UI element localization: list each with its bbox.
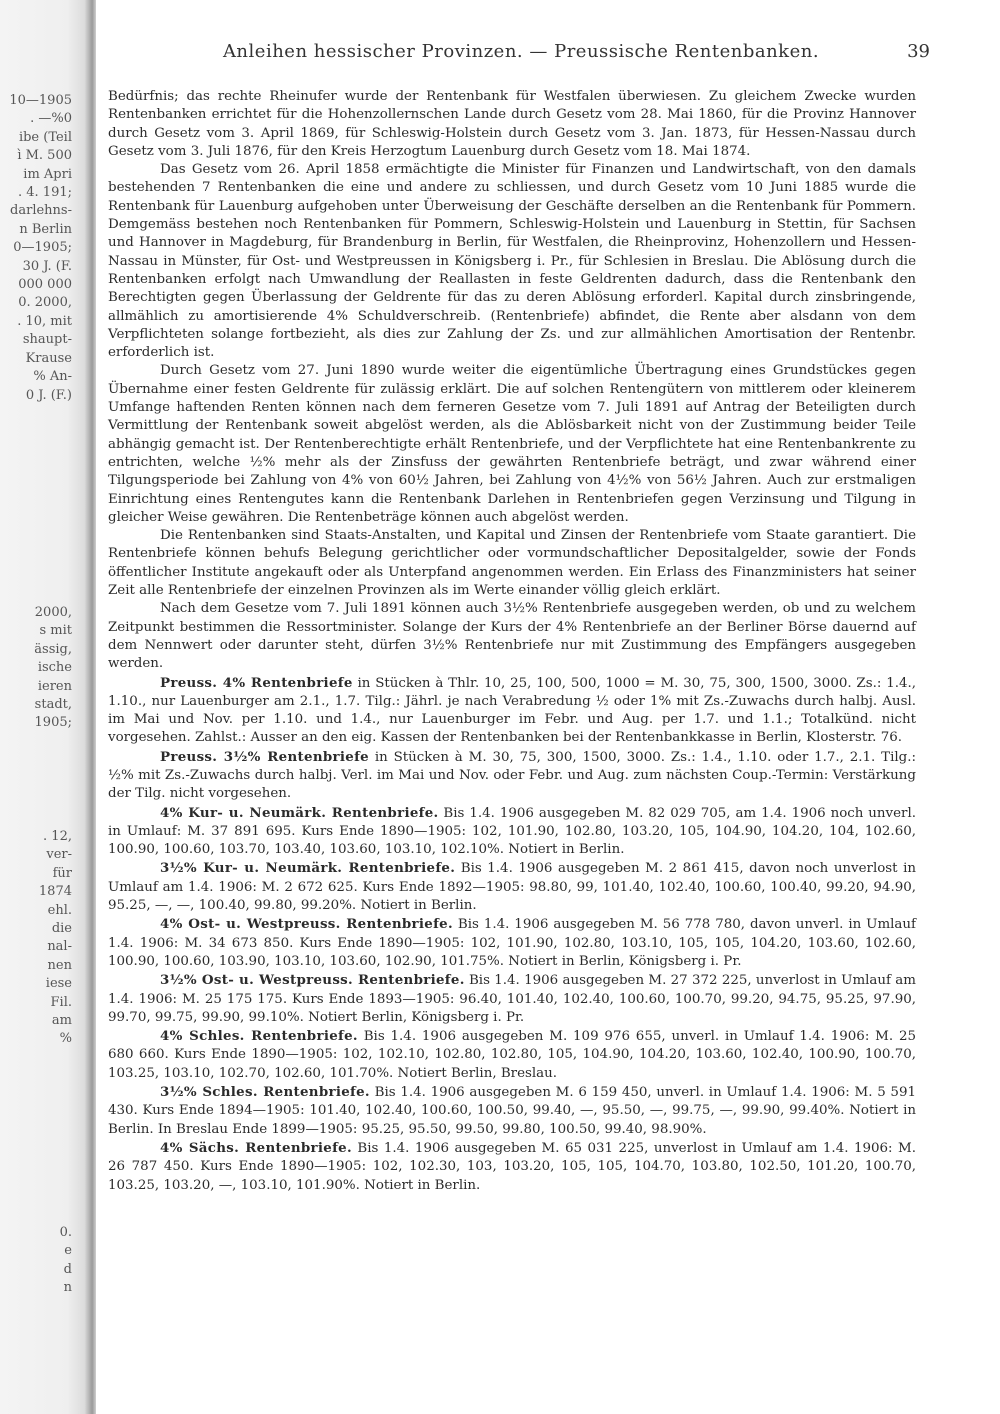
margin-fragment-line: ibe (Teil [18, 129, 72, 145]
margin-fragment-line: n Berlin [19, 221, 72, 237]
margin-fragment-line: iese [45, 976, 72, 992]
entry-text: Bis 1.4. 1906 ausgegeben M. 6 159 450, unverl. in Umlauf 1.4. 1906: M. 5 591 430. Kurs Ende 1894—1905: 101.40, 102.40, 100.60, 100.50, 99.40, —, 95.50, —, 99.75, —, 99.90, 99.40%. Notiert in Berlin. In Breslau Ende 1899—1905: 95.25, 95.50, 99.50, 99.80, 100.50, 99.40, 98.90%. [108, 1085, 916, 1137]
margin-fragment-line: darlehns- [10, 203, 72, 219]
margin-fragment-line: ehl. [47, 902, 72, 918]
margin-fragment-line: 1905; [34, 715, 72, 731]
bond-entry [108, 1139, 916, 1195]
entry-text: Bis 1.4. 1906 ausgegeben M. 82 029 705, am 1.4. 1906 noch unverl. in Umlauf: M. 37 891 695. Kurs Ende 1890—1905: 102, 101.90, 102.80, 103.20, 105, 104.90, 104.20, 104, 102.60, 100.90, 100.60, 103.70, 103.40, 103.60, 103.10, 102.10%. Notiert in Berlin. [108, 805, 916, 858]
entry-title: 4% Schles. Rentenbriefe. [160, 1028, 358, 1045]
margin-fragment-line: 1874 [38, 884, 72, 900]
margin-fragment-line: ässig, [34, 641, 72, 657]
bond-entry [108, 674, 916, 748]
margin-fragment-line: nen [47, 957, 72, 973]
margin-fragment-line: 000 000 [18, 277, 72, 293]
page-number: 39 [907, 41, 930, 62]
margin-fragment-line: für [52, 865, 72, 881]
margin-fragment-line: shaupt- [22, 332, 72, 348]
page-header [112, 41, 930, 65]
entry-title: 3½% Kur- u. Neumärk. Rentenbriefe. [160, 860, 456, 877]
paragraph: Durch Gesetz vom 27. Juni 1890 wurde weiter die eigentümliche Übertragung eines Grundstückes gegen Übernahme einer festen Geldrente für zulässig erklärt. Die auf solchen Rentengütern von mittlerem oder kleinerem Umfange haftenden Renten können nach dem ferneren Gesetze vom 7. Juli 1891 auf Antrag der Beteiligten durch Vermittlung der Rentenbank soweit abgelöst werden, als die Ablösbarkeit nicht von der Zustimmung beider Teile abhängig gemacht ist. Der Rentenberechtigte erhält Rentenbriefe, und der Verpflichtete hat eine Rentenbankrente zu entrichten, welche ½% mehr als der Zinsfuss der gewährten Rentenbriefe beträgt, und zwar während einer Tilgungsperiode bei Zahlung von 4% von 60½ Jahren, bei Zahlung von 4½% von 56½ Jahren. Auch zur erstmaligen Einrichtung eines Rentengutes kann die Rentenbank Darlehen in Rentenbriefen gegen Verzinsung und Tilgung in gleicher Weise gewähren. Die Rentenbeträge können auch abgelöst werden. [108, 363, 916, 525]
entry-text: in Stücken à Thlr. 10, 25, 100, 500, 1000 = M. 30, 75, 300, 1500, 3000. Zs.: 1.4., 1.10., nur Lauenburger am 2.1., 1.7. Tilg.: Jährl. je nach Verabredung ½ oder 1% mit Zs.-Zuwachs durch halbj. Ausl. im Mai und Nov. per 1.10. und 1.4., nur Lauenburger im Febr. und Aug. per 1.7. und 1.1.; Totalkünd. nicht vorgesehen. Zahlst.: Ausser an den eig. Kassen der Rentenbanken bei der Rentenbankkasse in Berlin, Klosterstr. 76. [108, 675, 917, 746]
margin-fragment-line: 0—1905; [13, 240, 72, 256]
entry-text: Bis 1.4. 1906 ausgegeben M. 56 778 780, davon unverl. in Umlauf 1.4. 1906: M. 34 673 850. Kurs Ende 1890—1905: 102, 101.90, 102.80, 103.10, 105, 105, 104.20, 103.60, 102.60, 100.90, 100.60, 103.90, 103.10, 103.60, 102.90, 101.75%. Notiert in Berlin, Königsberg i. Pr. [108, 917, 916, 969]
margin-fragment-line: . —%0 [30, 111, 72, 127]
paragraph: Nach dem Gesetze vom 7. Juli 1891 können auch 3½% Rentenbriefe ausgegeben werden, ob und zu welchem Zeitpunkt bestimmen die Ressortminister. Solange der Kurs der 4% Rentenbriefe an der Berliner Börse dauernd auf dem Nennwert oder darunter steht, dürfen 3½% Rentenbriefe nur mit Zustimmung des Empfängers ausgegeben werden. [108, 601, 916, 672]
margin-fragment-line: ì M. 500 [17, 148, 72, 164]
paragraph: Die Rentenbanken sind Staats-Anstalten, und Kapital und Zinsen der Rentenbriefe vom Staate garantiert. Die Rentenbriefe können behufs Belegung gerichtlicher oder vormundschaftlicher Depositalgelder, sowie der Fonds öffentlicher Institute angekauft oder als Unterpfand angenommen werden. Ein Erlass des Finanzministers hat seiner Zeit alle Rentenbriefe der einzelnen Provinzen als im Werte einander völlig gleich erklärt. [108, 528, 916, 599]
entry-text: Bis 1.4. 1906 ausgegeben M. 109 976 655, unverl. in Umlauf 1.4. 1906: M. 25 680 660. Kurs Ende 1890—1905: 102, 102.10, 102.80, 102.80, 105, 104.90, 104.20, 103.60, 102.40, 100.90, 100.70, 103.25, 103.10, 102.70, 102.60, 101.70%. Notiert Berlin, Breslau. [108, 1029, 916, 1081]
margin-fragment-line: 0. 2000, [18, 295, 72, 311]
running-title: Anleihen hessischer Provinzen. — Preussische Rentenbanken. [222, 41, 820, 62]
margin-fragment-line: d [63, 1261, 72, 1277]
entry-text: Bis 1.4. 1906 ausgegeben M. 2 861 415, davon noch unverlost in Umlauf am 1.4. 1906: M. 2 672 625. Kurs Ende 1892—1905: 98.80, 99, 101.40, 102.40, 100.60, 100.40, 99.20, 94.90, 95.25, —, —, 100.40, 99.80, 99.20%. Notiert in Berlin. [108, 861, 916, 914]
margin-fragment-line: 10—1905 [9, 93, 72, 108]
entry-title: Preuss. 4% Rentenbriefe [160, 674, 353, 691]
margin-fragment-line: n [63, 1280, 72, 1296]
entry-title: 4% Kur- u. Neumärk. Rentenbriefe. [160, 804, 439, 821]
margin-fragment-line: 2000, [34, 605, 72, 620]
bond-entry [108, 859, 916, 915]
margin-fragment-line: ver- [46, 847, 72, 863]
margin-fragment-line: 0 J. (F.) [25, 387, 72, 403]
margin-fragment-line: % [59, 1031, 72, 1047]
page-body [108, 88, 916, 1195]
margin-fragment-middle [0, 604, 72, 733]
bond-entry [108, 804, 916, 860]
paragraph: Bedürfnis; das rechte Rheinufer wurde der Rentenbank für Westfalen überwiesen. Zu gleichem Zwecke wurden Rentenbanken errichtet für die Hohenzollernschen Lande durch Gesetz vom 28. Mai 1860, für die Provinz Hannover durch Gesetz vom 3. April 1869, für Schleswig-Holstein durch Gesetz vom 3. Jan. 1873, für Hessen-Nassau durch Gesetz vom 3. Juli 1876, für den Kreis Herzogtum Lauenburg durch Gesetz vom 18. Mai 1874. [108, 89, 916, 159]
entry-text: Bis 1.4. 1906 ausgegeben M. 27 372 225, unverlost in Umlauf am 1.4. 1906: M. 25 175 175. Kurs Ende 1893—1905: 96.40, 101.40, 102.40, 100.60, 100.70, 99.20, 94.75, 95.25, 97.90, 99.70, 99.75, 99.90, 99.10%. Notiert Berlin, Königsberg i. Pr. [108, 973, 916, 1025]
margin-fragment-line: am [51, 1013, 72, 1029]
bond-entry [108, 971, 916, 1027]
margin-fragment-line: . 4. 191; [18, 185, 72, 201]
entry-title: 3½% Schles. Rentenbriefe. [160, 1084, 370, 1101]
margin-fragment-top [0, 92, 72, 405]
entry-text: in Stücken à M. 30, 75, 300, 1500, 3000. Zs.: 1.4., 1.10. oder 1.7., 2.1. Tilg.: ½% mit Zs.-Zuwachs durch halbj. Verl. im Mai und Nov. oder Febr. und Aug. zum nächsten Coup.-Termin: Verstärkung der Tilg. nicht vorgesehen. [108, 749, 916, 802]
margin-fragment-line: 0. [59, 1225, 72, 1240]
margin-fragment-line: ische [37, 660, 72, 676]
margin-fragment-line: . 12, [43, 829, 72, 844]
margin-fragment-line: Fil. [50, 994, 72, 1010]
entry-title: Preuss. 3½% Rentenbriefe [160, 748, 369, 765]
bond-entry [108, 748, 916, 804]
bond-entry [108, 915, 916, 971]
margin-fragment-line: s mit [39, 623, 72, 639]
margin-fragment-line: die [51, 921, 72, 937]
margin-fragment-line: stadt, [34, 697, 72, 713]
margin-fragment-line: Krause [25, 350, 72, 366]
margin-fragment-line: e [64, 1243, 72, 1259]
entry-text: Bis 1.4. 1906 ausgegeben M. 65 031 225, unverlost in Umlauf am 1.4. 1906: M. 26 787 450. Kurs Ende 1890—1905: 102, 102.30, 103, 103.20, 105, 105, 104.70, 103.80, 102.50, 101.20, 100.70, 103.25, 103.20, —, 103.10, 101.90%. Notiert in Berlin. [108, 1140, 916, 1193]
margin-fragment-line: . 10, mit [17, 313, 72, 329]
entry-title: 4% Sächs. Rentenbriefe. [160, 1139, 352, 1156]
margin-fragment-lower [0, 828, 72, 1049]
bond-entry [108, 1027, 916, 1083]
entry-title: 3½% Ost- u. Westpreuss. Rentenbriefe. [160, 972, 465, 989]
margin-fragment-line: nal- [47, 939, 72, 955]
bond-entry [108, 1083, 916, 1139]
margin-fragment-line: ieren [37, 678, 72, 694]
margin-fragment-line: im Apri [23, 166, 72, 182]
margin-fragment-bottom [0, 1224, 72, 1298]
margin-fragment-line: 30 J. (F. [22, 258, 72, 274]
margin-fragment-line: % An- [33, 369, 72, 385]
entry-title: 4% Ost- u. Westpreuss. Rentenbriefe. [160, 916, 453, 933]
paragraph: Das Gesetz vom 26. April 1858 ermächtigte die Minister für Finanzen und Landwirtschaft, von den damals bestehenden 7 Rentenbanken die eine und andere zu schliessen, und durch Gesetz vom 10 Juni 1885 wurde die Rentenbank für Lauenburg aufgehoben unter Überweisung der Geschäfte derselben an die Rentenbank für Pommern. Demgemäss bestehen noch Rentenbanken für Pommern, Schleswig-Holstein und Lauenburg in Stettin, für Sachsen und Hannover in Magdeburg, für Brandenburg in Berlin, für Westfalen, die Rheinprovinz, Hohenzollern und Hessen-Nassau in Münster, für Ost- und Westpreussen in Königsberg i. Pr., für Schlesien in Breslau. Die Ablösung durch die Rentenbanken erfolgt nach Umwandlung der Reallasten in feste Geldrenten dadurch, dass die Rentenbank den Berechtigten gegen Überlassung der Geldrente für das zu deren Ablösung erforderl. Kapital durch zinsbringende, allmählich zu amortisierende 4% Schuldverschreib. (Rentenbriefe) abfindet, die Rente aber alsdann von dem Verpflichteten solange fortbezieht, als dies zur Zahlung der Zs. und zur allmählichen Amortisation der Rentenbr. erforderlich ist. [108, 162, 916, 361]
